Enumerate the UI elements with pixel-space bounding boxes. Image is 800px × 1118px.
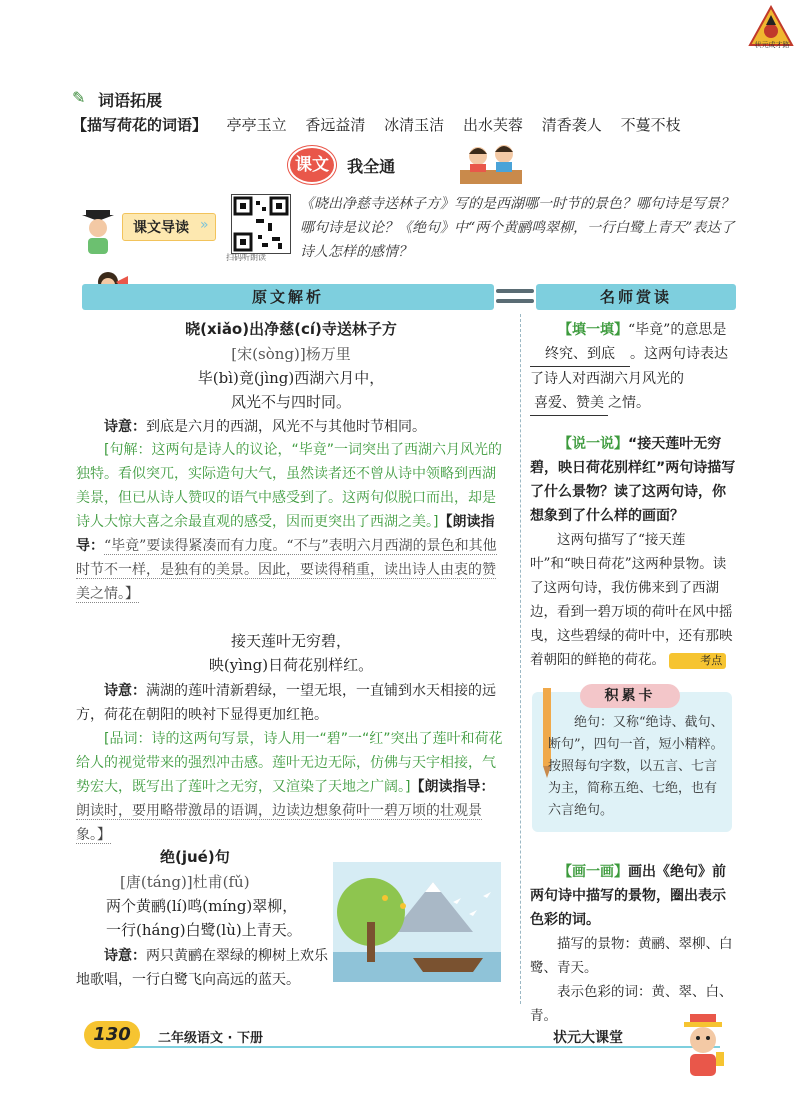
page-number: 130 xyxy=(84,1021,140,1049)
reading-label: 【朗读指导： xyxy=(410,779,495,795)
poem-meaning xyxy=(76,944,330,992)
say-question: “接天莲叶无穷碧，映日荷花别样红”两句诗描写了什么景物？读了这两句诗，你想象到了什么样的画面？ xyxy=(530,436,736,524)
analysis-text: 这两句是诗人的议论，“毕竟”一词突出了西湖六月风光的独特。看似突兀，实际造句大气，虽然读者还不曾从诗中领略到西湖美景，但已从诗人赞叹的语气中感受到了。这两句似脱口而出，却是诗人大惊大喜之余最直观的感受，因而更突出了西湖之美。] xyxy=(76,442,502,530)
poem-line: 接天莲叶无穷碧， xyxy=(230,632,351,650)
reading-label: 【朗读指导： xyxy=(76,514,495,554)
say-exercise xyxy=(530,432,738,528)
reading-text: “毕竟”要读得紧凑而有力度。“不与”表明六月西湖的景色和其他时节不一样，是独有的美景。因此，要读得稍重，读出诗人由衷的赞美之情。】 xyxy=(76,538,497,602)
vocab-line xyxy=(72,114,695,135)
poem-analysis xyxy=(76,438,506,606)
qr-code-icon[interactable] xyxy=(231,194,291,254)
vocab-word: 出水芙蓉 xyxy=(462,116,523,134)
fill-in-exercise xyxy=(530,318,738,416)
analysis-label: [品词： xyxy=(104,731,152,747)
kaodian-badge: 考点 xyxy=(669,653,726,669)
fill-answer[interactable]: 终究、到底 xyxy=(530,342,630,367)
fill-question: 之情。 xyxy=(608,395,650,411)
analysis-label: [句解： xyxy=(104,442,152,458)
meaning-label: 诗意： xyxy=(104,948,146,964)
guide-text: 《晓出净慈寺送林子方》写的是西湖哪一时节的景色？哪句诗是写景？哪句诗是议论？《绝句》中“两个黄鹂鸣翠柳，一行白鹭上青天”表达了诗人怎样的感情？ xyxy=(300,196,735,260)
vocab-word: 清香袭人 xyxy=(541,116,602,134)
book-title: 二年级语文 · 下册 xyxy=(158,1031,263,1046)
poem-author: [宋(sòng)]杨万里 xyxy=(231,345,351,363)
poem-line: 两个黄鹂(lí)鸣(míng)翠柳， xyxy=(106,897,298,915)
binder-clip-icon xyxy=(494,286,536,306)
brand-name: 状元大课堂 xyxy=(553,1030,623,1046)
poem-author: [唐(táng)]杜甫(fǔ) xyxy=(120,873,250,891)
pencil-icon: ✎ xyxy=(72,88,86,107)
say-answer xyxy=(530,528,738,672)
qr-label: 扫码听朗读 xyxy=(226,253,266,262)
double-chevron-icon: » xyxy=(200,217,209,233)
kids-illustration xyxy=(458,140,524,188)
say-label: 【说一说】 xyxy=(558,436,628,452)
vocab-word: 香远益清 xyxy=(305,116,366,134)
vocab-word: 不蔓不枝 xyxy=(620,116,681,134)
meaning-text: 满湖的莲叶清新碧绿，一望无垠，一直铺到水天相接的远方，荷花在朝阳的映衬下显得更加红艳。 xyxy=(76,683,496,723)
draw-answer: 描写的景物：黄鹂、翠柳、白鹭、青天。 xyxy=(530,936,733,976)
poem-title: 绝(jué)句 xyxy=(160,848,230,866)
banner-bubble: 课文 xyxy=(288,146,336,184)
vocab-heading: 词语拓展 xyxy=(98,91,163,110)
mascot-icon xyxy=(678,1012,728,1080)
publisher-name: 状元成才路 xyxy=(754,41,790,49)
poem-line: 毕(bì)竟(jìng)西湖六月中， xyxy=(197,369,385,387)
section-original-analysis: 原文解析 xyxy=(82,284,494,310)
meaning-label: 诗意： xyxy=(104,419,146,435)
poem-meaning xyxy=(76,415,506,439)
fill-answer[interactable]: 喜爱、赞美 xyxy=(530,391,608,416)
fill-question: “毕竟”的意思是 xyxy=(628,322,727,338)
vocab-tag: 【描写荷花的词语】 xyxy=(72,116,208,134)
draw-exercise xyxy=(530,860,738,932)
draw-question: 画出《绝句》前两句诗中描写的景物，圈出表示色彩的词。 xyxy=(530,864,726,928)
column-divider xyxy=(520,314,521,1004)
draw-answer: 表示色彩的词：黄、翠、白、青。 xyxy=(530,984,733,1024)
poem-title: 晓(xiǎo)出净慈(cí)寺送林子方 xyxy=(185,320,397,338)
draw-label: 【画一画】 xyxy=(558,864,628,880)
fill-question: 。这两句诗表达了诗人对西湖六月风光的 xyxy=(530,346,728,387)
meaning-label: 诗意： xyxy=(104,683,146,699)
boy-graduate-icon xyxy=(78,208,118,256)
card-text: 绝句：又称“绝诗、截句、断句”，四句一首，短小精粹。按照每句字数，以五言、七言为主，简称五绝、七绝，也有六言绝句。 xyxy=(548,715,724,818)
vocab-word: 冰清玉洁 xyxy=(384,116,445,134)
card-title: 积累卡 xyxy=(580,684,680,708)
banner-title: 我全通 xyxy=(347,156,396,176)
footer-line xyxy=(120,1046,720,1048)
fill-label: 【填一填】 xyxy=(558,322,628,338)
poem-line: 映(yìng)日荷花别样红。 xyxy=(208,656,374,674)
vocab-word: 亭亭玉立 xyxy=(226,116,287,134)
poem-line: 风光不与四时同。 xyxy=(230,393,351,411)
poem-illustration xyxy=(333,862,501,982)
analysis-text: 诗的这两句写景，诗人用一“碧”一“红”突出了莲叶和荷花给人的视觉带来的强烈冲击感。莲叶无边无际，仿佛与天宇相接，气势宏大，既写出了莲叶之无穷，又渲染了天地之广阔。] xyxy=(76,731,503,795)
meaning-text: 两只黄鹂在翠绿的柳树上欢乐地歌唱，一行白鹭飞向高远的蓝天。 xyxy=(76,948,328,988)
poem-line: 一行(háng)白鹭(lù)上青天。 xyxy=(106,921,302,939)
meaning-text: 到底是六月的西湖，风光不与其他时节相同。 xyxy=(146,419,426,435)
say-answer-text: 这两句描写了“接天莲叶”和“映日荷花”这两种景物。读了这两句诗，我仿佛来到了西湖边，看到一碧万顷的荷叶在风中摇曳，这些碧绿的荷叶中，还有那映着朝阳的鲜艳的荷花。 xyxy=(530,532,733,668)
guide-label: 课文导读 xyxy=(122,213,216,241)
poem-meaning xyxy=(76,679,506,727)
poem-analysis xyxy=(76,727,506,847)
reading-text: 朗读时，要用略带激昂的语调，边读边想象荷叶一碧万顷的壮观景象。】 xyxy=(76,803,482,843)
section-teacher-reading: 名师赏读 xyxy=(536,284,736,310)
